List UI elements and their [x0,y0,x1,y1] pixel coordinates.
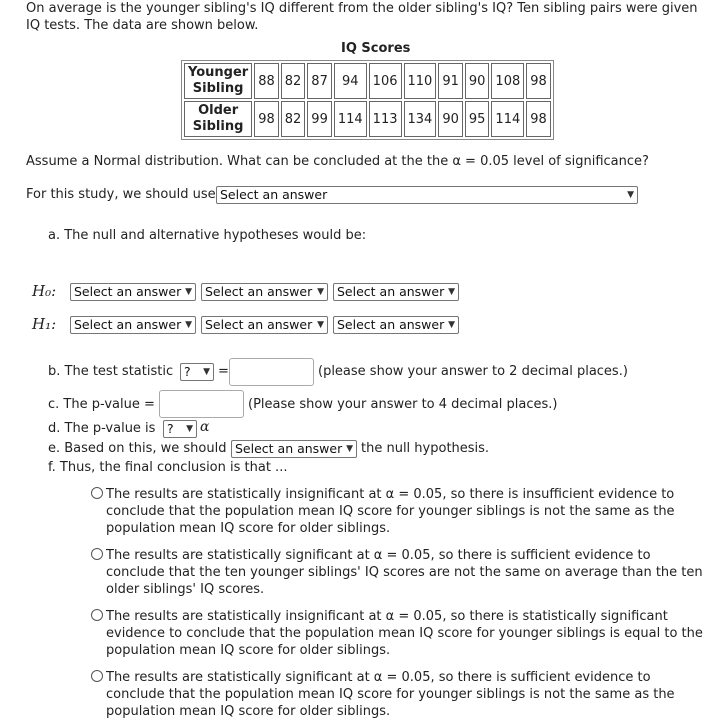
p-value-compare-select[interactable]: ? ▼ [163,420,197,438]
table-cell: 82 [281,101,306,137]
h0-label: H₀: [32,282,57,300]
part-b-label: b. The test statistic [48,364,174,379]
chevron-down-icon: ▼ [627,190,634,200]
table-cell: 98 [254,101,279,137]
p-value-input[interactable] [159,390,244,418]
chevron-down-icon: ▼ [317,287,324,297]
chevron-down-icon: ▼ [317,320,324,330]
decision-select[interactable]: Select an answer ▼ [231,440,357,458]
table-cell: 91 [438,63,463,99]
chevron-down-icon: ▼ [185,287,192,297]
conclusion-option-3: The results are statistically insignificant at α = 0.05, so there is statistically significant evidence to conclude that the population mean IQ score for younger siblings is equal to the population mean IQ score for older siblings. [106,609,703,658]
h1-parameter-select[interactable]: Select an answer ▼ [70,316,196,334]
table-cell: 95 [465,101,490,137]
conclusion-option-2: The results are statistically significant at α = 0.05, so there is sufficient evidence to conclude that the ten younger siblings' IQ scores are not the same on average than the ten older siblings' IQ scores. [106,548,703,597]
row-header-younger: Younger Sibling [184,63,252,99]
row-header-older: Older Sibling [184,101,252,137]
table-cell: 90 [438,101,463,137]
table-cell: 82 [281,63,306,99]
chevron-down-icon: ▼ [185,320,192,330]
chevron-down-icon: ▼ [448,287,455,297]
table-cell: 98 [526,101,551,137]
h1-value-select[interactable]: Select an answer ▼ [333,316,459,334]
h1-operator-select[interactable]: Select an answer ▼ [201,316,328,334]
table-cell: 90 [465,63,490,99]
part-e-label: e. Based on this, we should [48,441,227,456]
table-cell: 88 [254,63,279,99]
h0-operator-select[interactable]: Select an answer ▼ [201,283,328,301]
part-f-label: f. Thus, the final conclusion is that ... [48,460,288,475]
part-d-label: d. The p-value is [48,421,156,436]
part-a-label: a. The null and alternative hypotheses would be: [48,228,367,243]
test-statistic-note: (please show your answer to 2 decimal places.) [318,364,628,379]
h1-label: H₁: [32,315,57,333]
question-intro: On average is the younger sibling's IQ different from the older sibling's IQ? Ten sibling pairs were given IQ tests. The data are shown below. [26,1,698,33]
table-cell: 87 [307,63,332,99]
table-row-younger [184,63,551,99]
conclusion-radio-2[interactable] [91,548,103,560]
p-value-note: (Please show your answer to 4 decimal places.) [248,397,558,412]
table-cell: 94 [334,63,367,99]
assumption-text: Assume a Normal distribution. What can be concluded at the the α = 0.05 level of significance? [26,154,649,169]
table-cell: 110 [404,63,437,99]
table-cell: 113 [369,101,402,137]
table-cell: 99 [307,101,332,137]
h0-value-select[interactable]: Select an answer ▼ [333,283,459,301]
conclusion-option-1: The results are statistically insignificant at α = 0.05, so there is insufficient evidence to conclude that the population mean IQ score for younger siblings is not the same as the population mean IQ score for older siblings. [106,487,675,536]
table-cell: 134 [404,101,437,137]
test-statistic-input[interactable] [229,358,314,386]
decision-suffix: the null hypothesis. [361,441,490,456]
test-statistic-select[interactable]: ? ▼ [180,363,214,381]
chevron-down-icon: ▼ [448,320,455,330]
h0-parameter-select[interactable]: Select an answer ▼ [70,283,196,301]
table-row-older [184,101,551,137]
conclusion-option-4: The results are statistically significant at α = 0.05, so there is sufficient evidence to conclude that the population mean IQ score for younger siblings is not the same as the population mean IQ score for older siblings. [106,670,675,719]
table-cell: 114 [334,101,367,137]
equals-sign: = [218,364,229,379]
conclusion-radio-1[interactable] [91,487,103,499]
part-c-label: c. The p-value = [48,397,155,412]
chevron-down-icon: ▼ [346,444,353,454]
table-cell: 98 [526,63,551,99]
chevron-down-icon: ▼ [186,424,193,434]
iq-scores-table [181,60,554,140]
conclusion-radio-4[interactable] [91,670,103,682]
table-cell: 106 [369,63,402,99]
conclusion-radio-3[interactable] [91,609,103,621]
study-label: For this study, we should use [26,187,216,202]
alpha-symbol: α [200,419,210,435]
table-cell: 108 [491,63,524,99]
table-cell: 114 [491,101,524,137]
chevron-down-icon: ▼ [203,367,210,377]
study-method-select[interactable]: Select an answer ▼ [216,186,638,204]
table-title: IQ Scores [341,41,411,56]
